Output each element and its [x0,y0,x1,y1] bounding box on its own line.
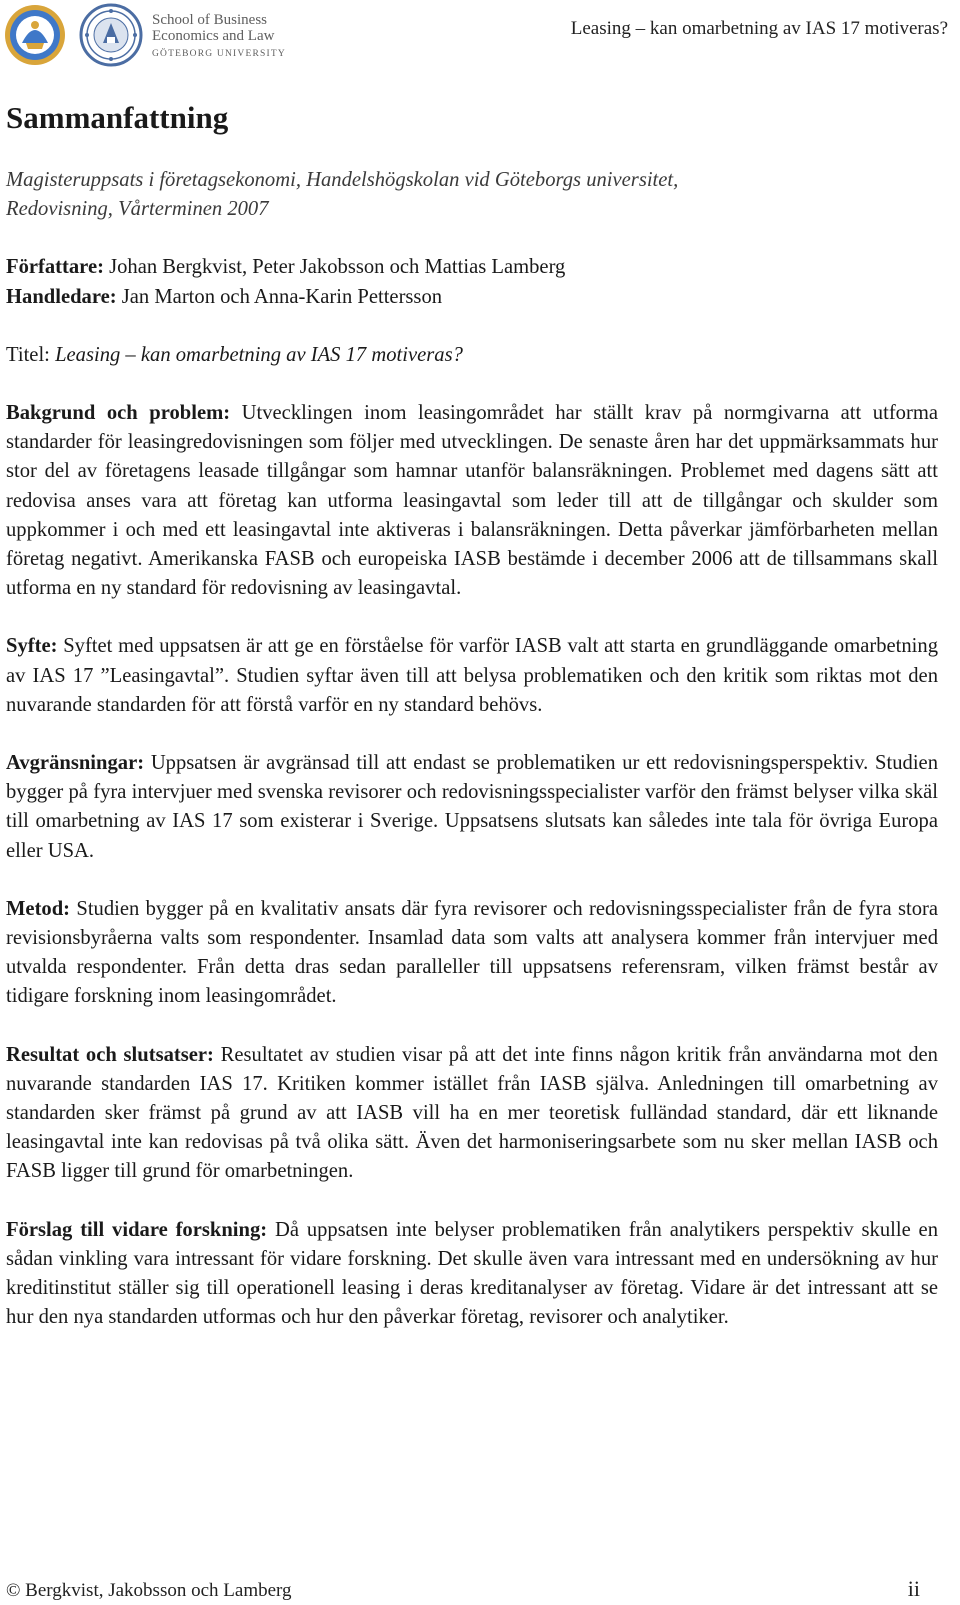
spacer [6,1012,938,1041]
section-purpose [6,632,938,720]
section-label: Syfte: [6,635,58,658]
spacer [6,224,938,253]
supervisors-label: Handledare: [6,285,117,308]
school-name-line2: Economics and Law [152,28,275,44]
section-label: Metod: [6,897,71,920]
section-label: Avgränsningar: [6,752,145,775]
spacer [6,603,938,632]
school-seal-logo-icon [78,3,144,67]
page-header [0,0,960,72]
main-content [6,98,938,1333]
section-text: Resultatet av studien visar på att det inte finns någon kritik från användarna mot den nuvarande standarden IAS 17. Kritiken kommer istället från IASB själva. Anledningen till omarbetning av standarden sker främst på grund av att IASB vill ha en mer teoretisk fulländad standard, där ett liknande leasingavtal inte kan redovisas på två olika sätt. Även det harmoniseringsarbete som nu sker mellan IASB och FASB ligger till grund för omarbetningen. [6,1043,938,1183]
section-label: Förslag till vidare forskning: [6,1218,268,1241]
section-further-research [6,1216,938,1333]
running-title: Leasing – kan omarbetning av IAS 17 motiveras? [570,18,948,39]
section-label: Resultat och slutsatser: [6,1043,214,1066]
subtitle-line1: Magisteruppsats i företagsekonomi, Handelshögskolan vid Göteborgs universitet, [6,169,679,191]
section-label: Bakgrund och problem: [6,402,231,425]
title-label: Titel [6,343,45,366]
section-text: Utvecklingen inom leasingområdet har ställt krav på normgivarna att utforma standarder för leasingredovisningen som följer med utvecklingen. De senaste åren har det uppmärksammats hur stor del av företagens leasade tillgångar som hamnar utanför balansräkningen. Problemet med dagens sätt att redovisa anses vara att företag kan utforma leasingavtal som leder till att de tillgångar och skulder som uppkommer i och med ett leasingavtal inte aktiveras i balansräkningen. Detta påverkar jämförbarheten mellan företag negativt. Amerikanska FASB och europeiska IASB bestämde i december 2006 att de tillsammans skall utforma en ny standard för redovisning av leasingavtal. [6,402,938,600]
section-text: Studien bygger på en kvalitativ ansats där fyra revisorer och redovisningsspecialister från de fyra stora revisionsbyråerna valts som respondenter. Insamlad data som valts att analysera kommer från intervjuer med utvalda respondenter. Från detta dras sedan paralleller till uppsatsens referensram, vilken främst består av tidigare forskning inom leasingområdet. [6,897,938,1008]
title-line [6,341,938,370]
title-value: Leasing – kan omarbetning av IAS 17 motiveras? [55,343,463,366]
page-footer [6,1580,934,1605]
authors-value: Johan Bergkvist, Peter Jakobsson och Mattias Lamberg [109,256,566,279]
section-background [6,399,938,603]
section-results [6,1041,938,1187]
section-text: Syftet med uppsatsen är att ge en förståelse för varför IASB valt att starta en grundläggande omarbetning av IAS 17 ”Leasingavtal”. Studien syftar även till att belysa problematiken och den kritik som riktas mot den nuvarande standarden för att förstå varför en ny standard behövs. [6,635,938,716]
supervisors-line [6,283,938,312]
section-text: Uppsatsen är avgränsad till att endast se problematiken ur ett redovisningsperspektiv. Studien bygger på fyra intervjuer med svenska revisorer och redovisningsspecialister varför den främst belyser vilka skäl till omarbetning av IAS 17 som existerar i Sverige. Uppsatsens slutsats kan således inte tala för övriga Europa eller USA. [6,752,938,862]
spacer [6,1187,938,1216]
school-name-line1: School of Business [152,12,268,28]
section-delimitations [6,749,938,866]
copyright-text: © Bergkvist, Jakobsson och Lamberg [6,1580,292,1601]
authors-label: Författare: [6,256,104,279]
spacer [6,312,938,341]
spacer [6,720,938,749]
spacer [6,866,938,895]
page-title: Sammanfattning [6,100,229,135]
title-colon: : [44,343,50,366]
university-seal-logo-icon [2,3,68,67]
section-method [6,895,938,1012]
page-number: ii [907,1580,920,1601]
spacer [6,370,938,399]
subtitle-line2: Redovisning, Vårterminen 2007 [6,198,269,221]
school-name [152,12,286,62]
supervisors-value: Jan Marton och Anna-Karin Pettersson [121,285,443,308]
section-text: Då uppsatsen inte belyser problematiken från analytikers perspektiv skulle en sådan vinkling vara intressant för vidare forskning. Det skulle även vara intressant med en undersökning av hur kreditinstitut ställer sig till operationell leasing i deras kreditanalyser av företag. Vidare är det intressant att se hur den nya standarden utformas och hur den påverkar företag, revisorer och analytiker. [6,1218,938,1329]
authors-line [6,253,938,282]
university-name: GÖTEBORG UNIVERSITY [152,49,286,59]
